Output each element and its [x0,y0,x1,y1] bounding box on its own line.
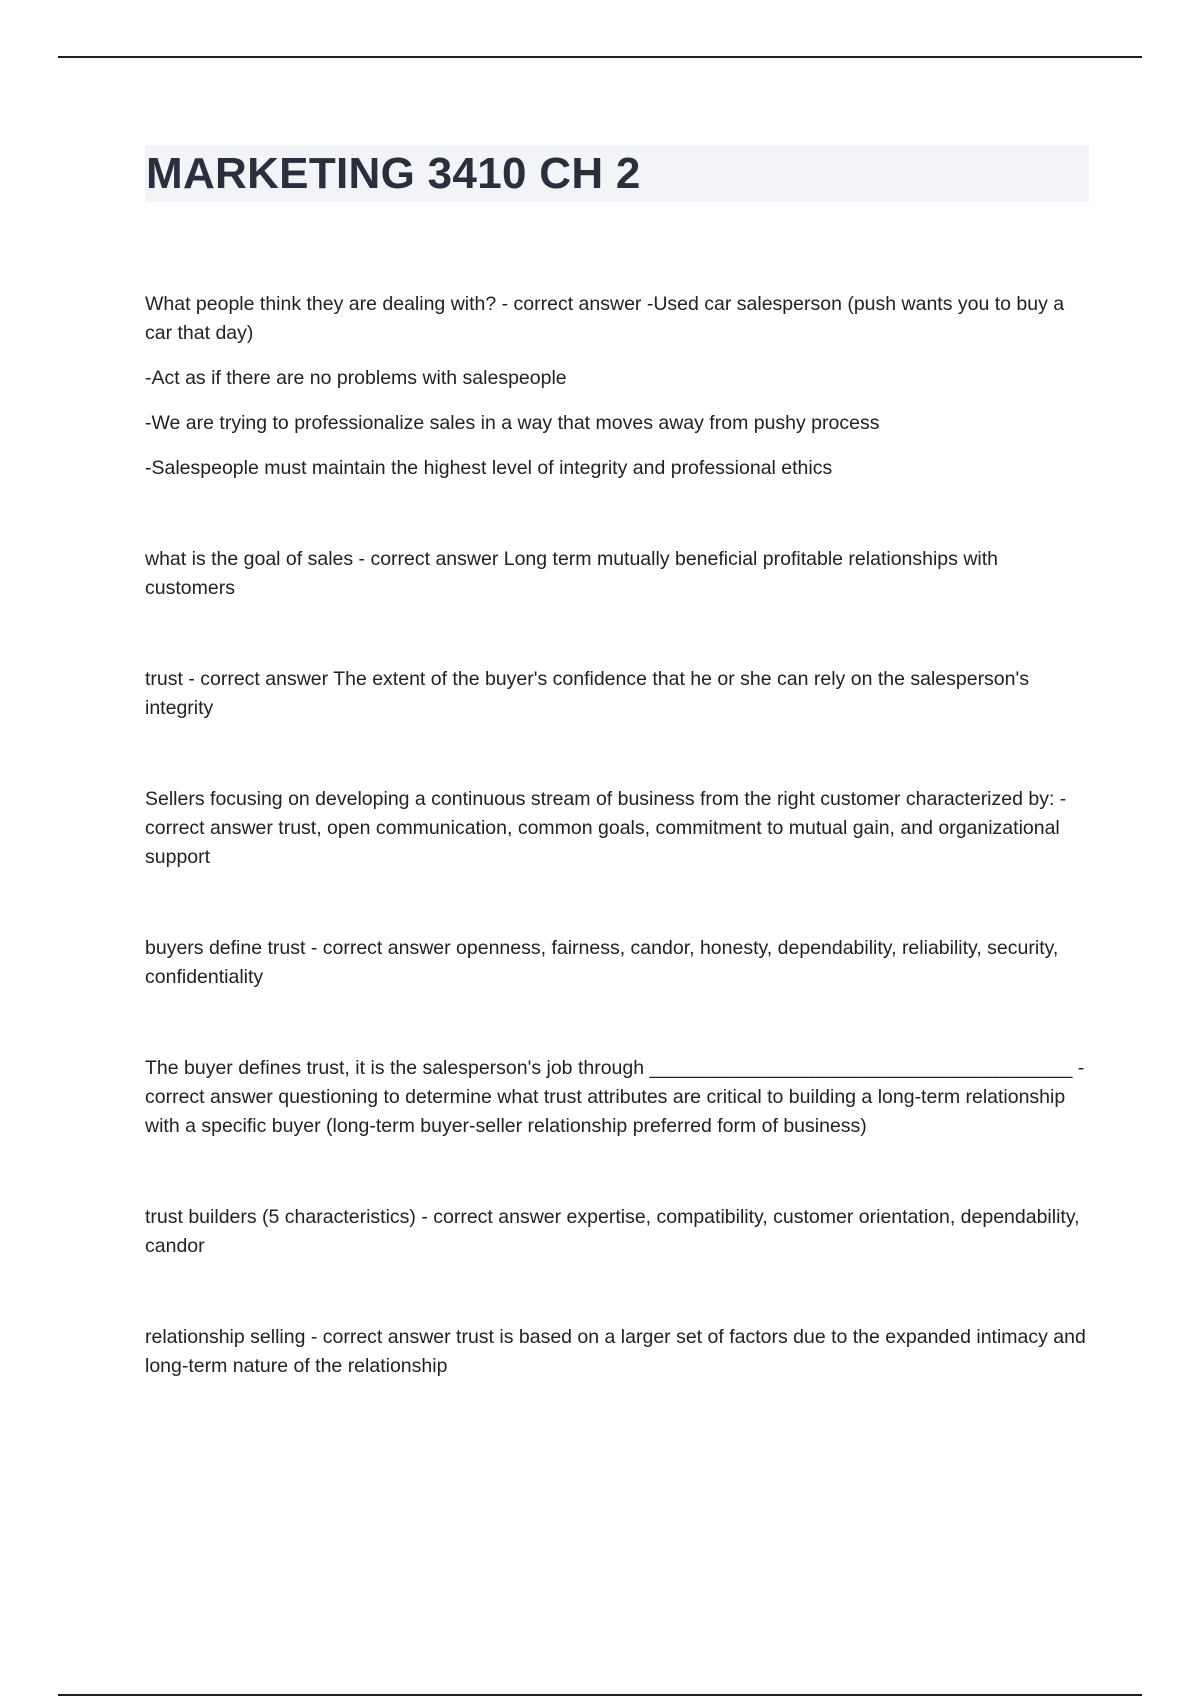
top-divider [58,56,1142,58]
qa-entry-8: relationship selling - correct answer trust is based on a larger set of factors due to the expanded intimacy and long-term nature of the relationship [145,1326,1086,1377]
qa-entry-3: trust - correct answer The extent of the buyer's confidence that he or she can rely on the salesperson's integrity [145,668,1029,719]
qa-entry-7: trust builders (5 characteristics) - correct answer expertise, compatibility, customer orientation, dependability, candor [145,1206,1080,1257]
qa-entry-5: buyers define trust - correct answer openness, fairness, candor, honesty, dependability, reliability, security, confidentiality [145,937,1059,988]
qa-entry-1-note-1: -Act as if there are no problems with salespeople [145,367,567,389]
qa-entry-1-note-3: -Salespeople must maintain the highest level of integrity and professional ethics [145,457,833,479]
document-title: MARKETING 3410 CH 2 [146,149,641,198]
qa-entry-4: Sellers focusing on developing a continuous stream of business from the right customer characterized by: - correct answer trust, open communication, common goals, commitment to mutual gain, and organizational support [145,788,1067,868]
bottom-divider [58,1694,1142,1696]
qa-entry-1: What people think they are dealing with? - correct answer -Used car salesperson (push wants you to buy a car that day) [145,293,1065,344]
qa-entry-2: what is the goal of sales - correct answer Long term mutually beneficial profitable relationships with customers [145,548,999,599]
qa-entry-1-note-2: -We are trying to professionalize sales in a way that moves away from pushy process [145,412,880,434]
document-body [145,290,1090,1381]
qa-entry-6: The buyer defines trust, it is the salesperson's job through _______________________________________ - correct answer questioning to determine what trust attributes are critical to building a long-term relationship with a specific buyer (long-term buyer-seller relationship preferred form of business) [145,1057,1085,1137]
